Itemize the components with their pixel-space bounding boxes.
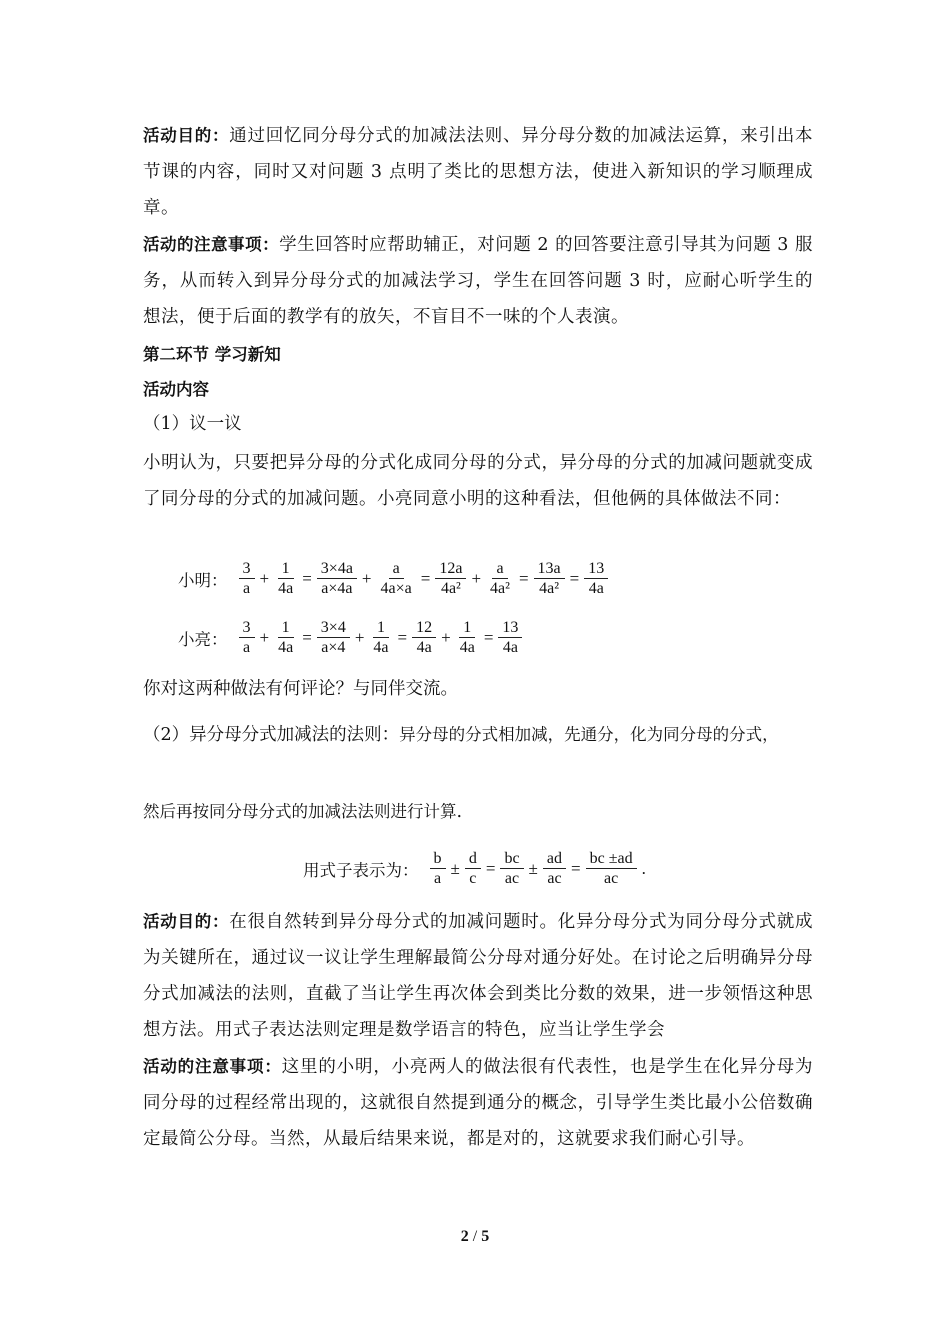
denominator: 4a [588,580,604,597]
plus-minus-sign: ± [528,858,538,878]
denominator: 4a² [490,580,510,597]
numerator: 1 [278,618,294,638]
paragraph-label: 活动的注意事项： [143,1057,282,1076]
equals-sign: = [569,568,580,588]
denominator: 4a [278,580,294,597]
numerator: a [492,559,507,579]
fraction [584,559,608,598]
fraction [274,618,297,657]
fraction [239,618,255,657]
page-separator: / [468,1228,482,1245]
numerator: 1 [373,618,389,638]
fraction [430,849,446,888]
equals-sign: = [483,627,494,647]
denominator: 4a [373,639,389,656]
equals-sign: = [485,858,496,878]
denominator: ac [603,870,619,887]
fraction [498,618,522,657]
activity-content-heading: 活动内容 [143,380,209,399]
paragraph-text: 这里的小明，小亮两人的做法很有代表性，也是学生在化异分母为同分母的过程经常出现的，这就很自然提到通分的概念，引导学生类比最小公倍数确定最简公分母。当然，从最后结果来说，都是对的，这就要求我们耐心引导。 [143,1057,814,1149]
numerator: 1 [278,559,294,579]
xiaoming-equation [178,559,611,598]
discussion-paragraph: 小明认为，只要把异分母的分式化成同分母的分式，异分母的分式的加减问题就变成了同分母的分式的加减问题。小亮同意小明的这种看法，但他俩的具体做法不同： [143,453,813,509]
current-page: 2 [460,1228,469,1245]
fraction [274,559,297,598]
equals-sign: = [302,568,312,588]
numerator: d [465,849,481,869]
numerator: ad [543,849,566,869]
plus-sign: + [441,627,451,647]
discussion-item-title: （1）议一议 [143,414,242,434]
denominator: a×4a [321,580,353,597]
denominator: a [433,870,442,887]
numerator: 3 [239,618,255,638]
numerator: 13 [584,559,608,579]
denominator: 4a [278,639,294,656]
paragraph-text: 学生回答时应帮助辅正，对问题 2 的回答要注意引导其为问题 3 服务，从而转入到异分母分式的加减法学习，学生在回答问题 3 时，应耐心听学生的想法，便于后面的教学有的放矢，不盲目不一味的个人表演。 [143,235,813,327]
numerator: 12 [412,618,436,638]
fraction [377,559,416,598]
rule-line-2 [143,799,813,825]
denominator: a [242,639,251,656]
plus-minus-sign: ± [450,858,460,878]
equation-label: 小亮： [178,629,228,649]
equals-sign: = [518,568,529,588]
activity-notes-paragraph [143,227,813,335]
numerator: 3×4a [317,559,357,579]
plus-sign: + [259,627,270,647]
paragraph-text: 在很自然转到异分母分式的加减问题时。化异分母分式为同分母分式就成为关键所在，通过议一议让学生理解最简公分母对通分好处。在讨论之后明确异分母分式加减法的法则，直截了当让学生再次体会到类比分数的效果，进一步领悟这种思想方法。用式子表达法则定理是数学语言的特色，应当让学生学会 [143,912,813,1040]
section-title: 第二环节 学习新知 [143,345,281,364]
fraction [465,849,481,888]
fraction [239,559,255,598]
numerator: a [389,559,404,579]
denominator: c [469,870,477,887]
fraction [435,559,466,598]
numerator: 13 [498,618,522,638]
denominator: a×4 [321,639,346,656]
fraction [369,618,392,657]
denominator: 4a² [539,580,560,597]
paragraph-label: 活动目的： [143,912,230,931]
paragraph-label: 活动目的： [143,126,230,145]
equals-sign: = [302,627,312,647]
plus-sign: + [354,627,365,647]
fraction [543,849,566,888]
fraction [412,618,436,657]
denominator: ac [547,870,562,887]
rule-prefix: （2）异分母分式加减法的法则： [143,725,400,745]
fraction [317,559,357,598]
rule-formula [303,849,648,888]
activity-purpose-paragraph-2 [143,904,813,1048]
plus-sign: + [259,568,270,588]
equals-sign: = [397,627,408,647]
fraction [486,559,514,598]
total-pages: 5 [481,1228,490,1245]
plus-sign: + [361,568,372,588]
rule-line-1 [143,722,823,748]
activity-notes-paragraph-2 [143,1049,813,1157]
fraction [534,559,565,598]
activity-purpose-paragraph [143,118,813,226]
numerator: 12a [435,559,466,579]
comment-question: 你对这两种做法有何评论？与同伴交流。 [143,679,458,699]
period: . [456,802,463,822]
plus-sign: + [471,568,482,588]
fraction [586,849,637,888]
paragraph-text: 通过回忆同分母分式的加减法法则、异分母分数的加减法运算，来引出本节课的内容，同时又对问题 3 点明了类比的思想方法，使进入新知识的学习顺理成章。 [143,126,813,218]
numerator: 3×4 [317,618,350,638]
fraction [500,849,523,888]
numerator: bc [500,849,523,869]
denominator: 4a [416,639,432,656]
numerator: b [430,849,446,869]
denominator: 4a [502,639,518,656]
period: . [641,858,646,878]
fraction [456,618,479,657]
denominator: ac [504,870,520,887]
rule-text: 然后再按同分母分式的加减法法则进行计算 [143,802,457,821]
numerator: 1 [459,618,475,638]
numerator: 3 [239,559,255,579]
denominator: 4a [459,639,475,656]
page-number [0,1228,950,1246]
denominator: a [242,580,251,597]
fraction [317,618,350,657]
paragraph-label: 活动的注意事项： [143,235,280,254]
numerator: bc ±ad [586,849,637,869]
denominator: 4a² [440,580,461,597]
formula-label: 用式子表示为： [303,860,419,880]
xiaoliang-equation [178,618,525,657]
equation-label: 小明： [178,570,228,590]
denominator: 4a×a [380,580,412,597]
rule-text: 异分母的分式相加减，先通分，化为同分母的分式， [399,725,779,744]
numerator: 13a [534,559,565,579]
equals-sign: = [420,568,431,588]
equals-sign: = [571,858,581,878]
